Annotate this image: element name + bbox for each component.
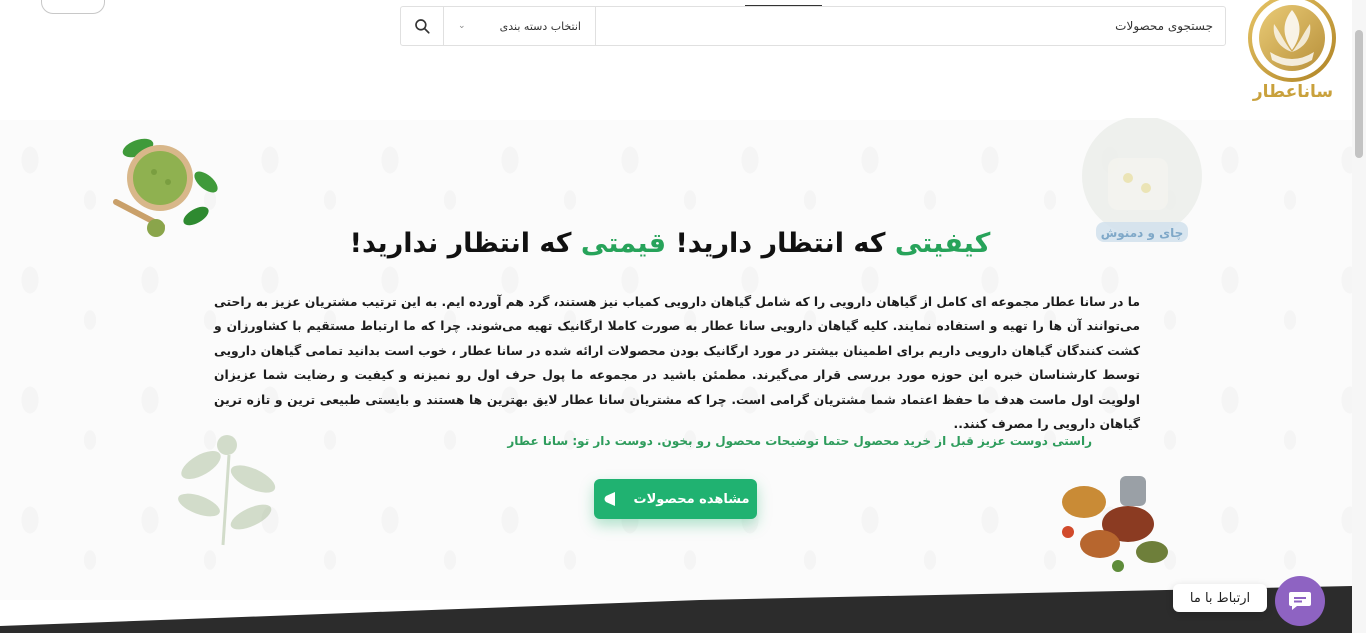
view-products-label: مشاهده محصولات — [633, 491, 750, 507]
hero-paragraph: ما در سانا عطار مجموعه ای کامل از گیاهان دارویی را که شامل گیاهان دارویی کمیاب نیز هستند، گرد هم آورده ایم. به این ترتیب مشتریان عزیز به راحتی می‌توانند آن ها را تهیه و استفاده نمایند. کلیه گیاهان دارویی سانا عطار به صورت کاملا ارگانیک تهیه می‌شوند. چرا که ما ارتباط مستقیم با کشاورزان و کشت کنندگان گیاهان دارویی داریم برای اطمینان بیشتر در مورد ارگانیک بودن محصولات ارائه شده در سانا عطار ، خوب است بدانید تمامی گیاهان دارویی توسط کارشناسان خبره این حوزه مورد بررسی قرار می‌گیرند. مطمئن باشید در مجموعه ما پول حرف اول رو نمیزنه و کیفیت و رضایت شما عزیزان اولویت اول ماست هدف ما حفظ اعتماد شما مشتریان گرامی است. چرا که مشتریان سانا عطار لایق بهترین ها هستند و بایستی طبیعی ترین و تازه ترین گیاهان دارویی را مصرف کنند.. — [214, 295, 1140, 432]
contact-button[interactable] — [1275, 576, 1325, 626]
headline-quality: کیفیتی — [894, 228, 991, 259]
search-icon — [413, 17, 431, 35]
chat-icon — [1288, 590, 1312, 612]
view-products-button[interactable] — [594, 479, 757, 519]
spices-image — [1048, 462, 1178, 580]
search-button[interactable] — [401, 7, 443, 45]
headline-price: قیمتی — [580, 228, 667, 259]
arrow-left-icon — [602, 491, 616, 507]
tea-badge-label: چای و دمنوش — [1100, 226, 1184, 240]
herb-bowl-image — [110, 130, 222, 242]
search-bar — [400, 6, 1226, 46]
footer-divider — [0, 586, 1352, 633]
hero-headline — [200, 228, 1140, 259]
header-account-button[interactable] — [41, 0, 105, 14]
contact-label[interactable]: ارتباط با ما — [1173, 584, 1267, 612]
flower-branch-image — [165, 425, 283, 547]
category-select[interactable] — [443, 7, 596, 45]
category-select-label: انتخاب دسته بندی — [499, 19, 581, 33]
headline-expect: که انتظار دارید! — [675, 228, 886, 259]
scrollbar-thumb[interactable] — [1355, 30, 1363, 158]
hero-note: راستی دوست عزیز قبل از خرید محصول حتما توضیحات محصول رو بخون. دوست دار تو: سانا عطار — [507, 434, 1092, 448]
search-input[interactable] — [596, 7, 1225, 45]
scrollbar[interactable] — [1352, 0, 1366, 633]
headline-not-expect: که انتظار ندارید! — [349, 228, 572, 259]
logo-text: ساناعطار — [1252, 82, 1334, 102]
chevron-down-icon: ⌄ — [458, 21, 466, 31]
